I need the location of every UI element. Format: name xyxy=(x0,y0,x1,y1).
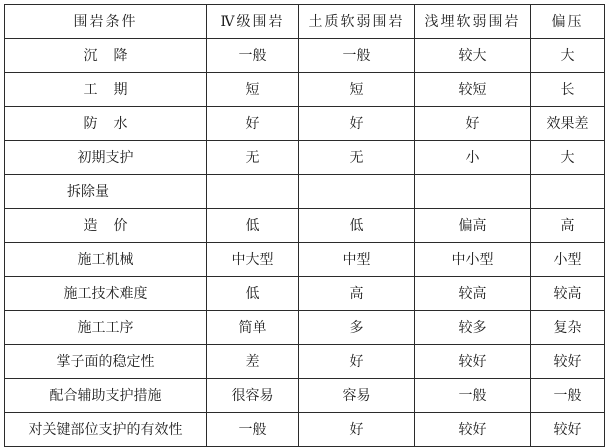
table-row xyxy=(5,311,605,345)
table-row xyxy=(5,39,605,73)
table-row xyxy=(5,345,605,379)
table-row xyxy=(5,209,605,243)
row-label: 防水 xyxy=(5,107,207,141)
header-grade-iv: Ⅳ级围岩 xyxy=(207,5,299,39)
table-cell: 好 xyxy=(299,107,415,141)
row-label: 施工机械 xyxy=(5,243,207,277)
table-cell: 低 xyxy=(207,209,299,243)
table-cell: 高 xyxy=(299,277,415,311)
table-cell: 较短 xyxy=(415,73,531,107)
table-row xyxy=(5,413,605,447)
table-row xyxy=(5,277,605,311)
table-cell: 较好 xyxy=(531,345,605,379)
table-cell xyxy=(299,175,415,209)
table-row xyxy=(5,73,605,107)
table-row xyxy=(5,243,605,277)
table-cell: 大 xyxy=(531,39,605,73)
table-cell: 中型 xyxy=(299,243,415,277)
table-cell: 短 xyxy=(299,73,415,107)
table-cell: 低 xyxy=(207,277,299,311)
table-cell: 较高 xyxy=(415,277,531,311)
table-cell: 好 xyxy=(415,107,531,141)
row-label: 施工技术难度 xyxy=(5,277,207,311)
table-row xyxy=(5,107,605,141)
header-condition: 围岩条件 xyxy=(5,5,207,39)
header-shallow-soft: 浅埋软弱围岩 xyxy=(415,5,531,39)
row-label: 施工工序 xyxy=(5,311,207,345)
header-soft-soil: 土质软弱围岩 xyxy=(299,5,415,39)
table-cell: 小 xyxy=(415,141,531,175)
row-label: 拆除量 xyxy=(5,175,207,209)
table-cell: 小型 xyxy=(531,243,605,277)
table-cell: 偏高 xyxy=(415,209,531,243)
table-cell xyxy=(531,175,605,209)
table-cell: 无 xyxy=(207,141,299,175)
table-cell: 一般 xyxy=(415,379,531,413)
table-row xyxy=(5,175,605,209)
row-label: 工期 xyxy=(5,73,207,107)
table-cell: 一般 xyxy=(531,379,605,413)
table-header-row xyxy=(5,5,605,39)
table-cell: 较好 xyxy=(531,413,605,447)
row-label: 初期支护 xyxy=(5,141,207,175)
table-cell: 高 xyxy=(531,209,605,243)
table-cell: 较大 xyxy=(415,39,531,73)
table-cell: 较好 xyxy=(415,345,531,379)
table-cell: 好 xyxy=(207,107,299,141)
row-label: 配合辅助支护措施 xyxy=(5,379,207,413)
row-label: 沉降 xyxy=(5,39,207,73)
table-cell xyxy=(207,175,299,209)
table-cell: 好 xyxy=(299,345,415,379)
table-cell: 低 xyxy=(299,209,415,243)
table-cell: 一般 xyxy=(207,39,299,73)
row-label: 造价 xyxy=(5,209,207,243)
table-row xyxy=(5,379,605,413)
table-cell: 复杂 xyxy=(531,311,605,345)
table-cell: 中小型 xyxy=(415,243,531,277)
table-cell: 简单 xyxy=(207,311,299,345)
table-cell: 长 xyxy=(531,73,605,107)
table-cell: 差 xyxy=(207,345,299,379)
table-cell: 效果差 xyxy=(531,107,605,141)
row-label: 对关键部位支护的有效性 xyxy=(5,413,207,447)
table-cell: 较高 xyxy=(531,277,605,311)
table-cell xyxy=(415,175,531,209)
table-cell: 容易 xyxy=(299,379,415,413)
table-cell: 无 xyxy=(299,141,415,175)
table-cell: 好 xyxy=(299,413,415,447)
table-cell: 很容易 xyxy=(207,379,299,413)
table-cell: 较多 xyxy=(415,311,531,345)
table-cell: 大 xyxy=(531,141,605,175)
comparison-table xyxy=(4,4,605,447)
table-cell: 中大型 xyxy=(207,243,299,277)
table-cell: 一般 xyxy=(299,39,415,73)
table-cell: 一般 xyxy=(207,413,299,447)
table-cell: 短 xyxy=(207,73,299,107)
table-row xyxy=(5,141,605,175)
table-cell: 较好 xyxy=(415,413,531,447)
table-cell: 多 xyxy=(299,311,415,345)
header-bias: 偏压 xyxy=(531,5,605,39)
row-label: 掌子面的稳定性 xyxy=(5,345,207,379)
